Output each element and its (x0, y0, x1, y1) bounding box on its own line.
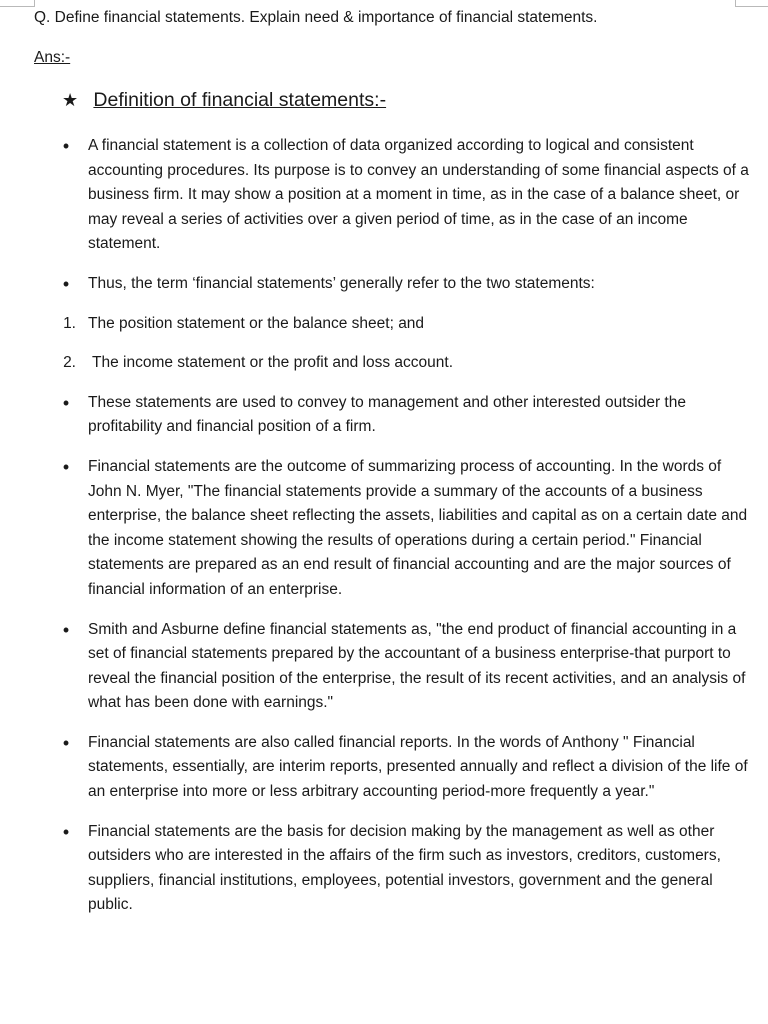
list-item (62, 134, 752, 257)
definition-list (62, 134, 752, 933)
list-item-text: Smith and Asburne define financial statements as, "the end product of financial accounting in a set of financial statements prepared by the accountant of a business enterprise-that purport to reveal the financial position of the enterprise, the result of its recent activities, and an analysis of what has been done with earnings." (88, 620, 746, 712)
bullet-icon: • (62, 821, 70, 842)
list-number: 2. (63, 354, 76, 372)
list-item (62, 455, 752, 603)
list-item (62, 391, 752, 440)
list-item-text: The position statement or the balance sheet; and (88, 314, 425, 332)
bullet-icon: • (62, 456, 70, 477)
crop-mark-right (735, 0, 768, 7)
list-item-text: Thus, the term ‘financial statements’ generally refer to the two statements: (88, 274, 595, 292)
section-title: Definition of financial statements:- (93, 89, 387, 111)
section-heading (62, 88, 386, 112)
question-heading: Q. Define financial statements. Explain need & importance of financial statements. (34, 9, 598, 26)
list-item (62, 731, 752, 805)
bullet-icon: • (62, 619, 70, 640)
bullet-icon: • (62, 273, 70, 294)
list-item (62, 272, 752, 297)
list-item-text: The income statement or the profit and loss account. (92, 354, 453, 372)
answer-label: Ans:- (34, 49, 71, 66)
list-item-text: Financial statements are also called financial reports. In the words of Anthony " Financial statements, essentially, are interim reports, presented annually and reflect a division of the life of an enterprise into more or less arbitrary accounting period-more frequently a year." (88, 733, 748, 801)
list-item-text: Financial statements are the outcome of summarizing process of accounting. In the words of John N. Myer, "The financial statements provide a summary of the accounts of a business enterprise, the balance sheet reflecting the assets, liabilities and capital as on a certain date and the income statement showing the results of operations during a certain period." Financial statements are prepared as an end result of financial accounting and are the major sources of financial information of an enterprise. (88, 457, 748, 598)
list-item (62, 618, 752, 716)
list-item (62, 820, 752, 918)
list-item-text: These statements are used to convey to management and other interested outsider the profitability and financial position of a firm. (88, 393, 686, 436)
bullet-icon: • (62, 732, 70, 753)
numbered-list-item (62, 312, 752, 337)
bullet-icon: • (62, 136, 70, 156)
numbered-list-item (62, 351, 752, 376)
star-icon: ★ (62, 90, 79, 110)
list-number: 1. (63, 314, 76, 332)
list-item-text: Financial statements are the basis for decision making by the management as well as other outsiders who are interested in the affairs of the firm such as investors, creditors, customers, suppliers, financial institutions, employees, potential investors, government and the general public. (88, 822, 721, 914)
list-item-text: A financial statement is a collection of data organized according to logical and consistent accounting procedures. Its purpose is to convey an understanding of some financial aspects of a business firm. It may show a position at a moment in time, as in the case of a balance sheet, or may reveal a series of activities over a given period of time, as in the case of an income statement. (88, 137, 749, 253)
crop-mark-left (0, 0, 35, 7)
bullet-icon: • (62, 392, 70, 413)
